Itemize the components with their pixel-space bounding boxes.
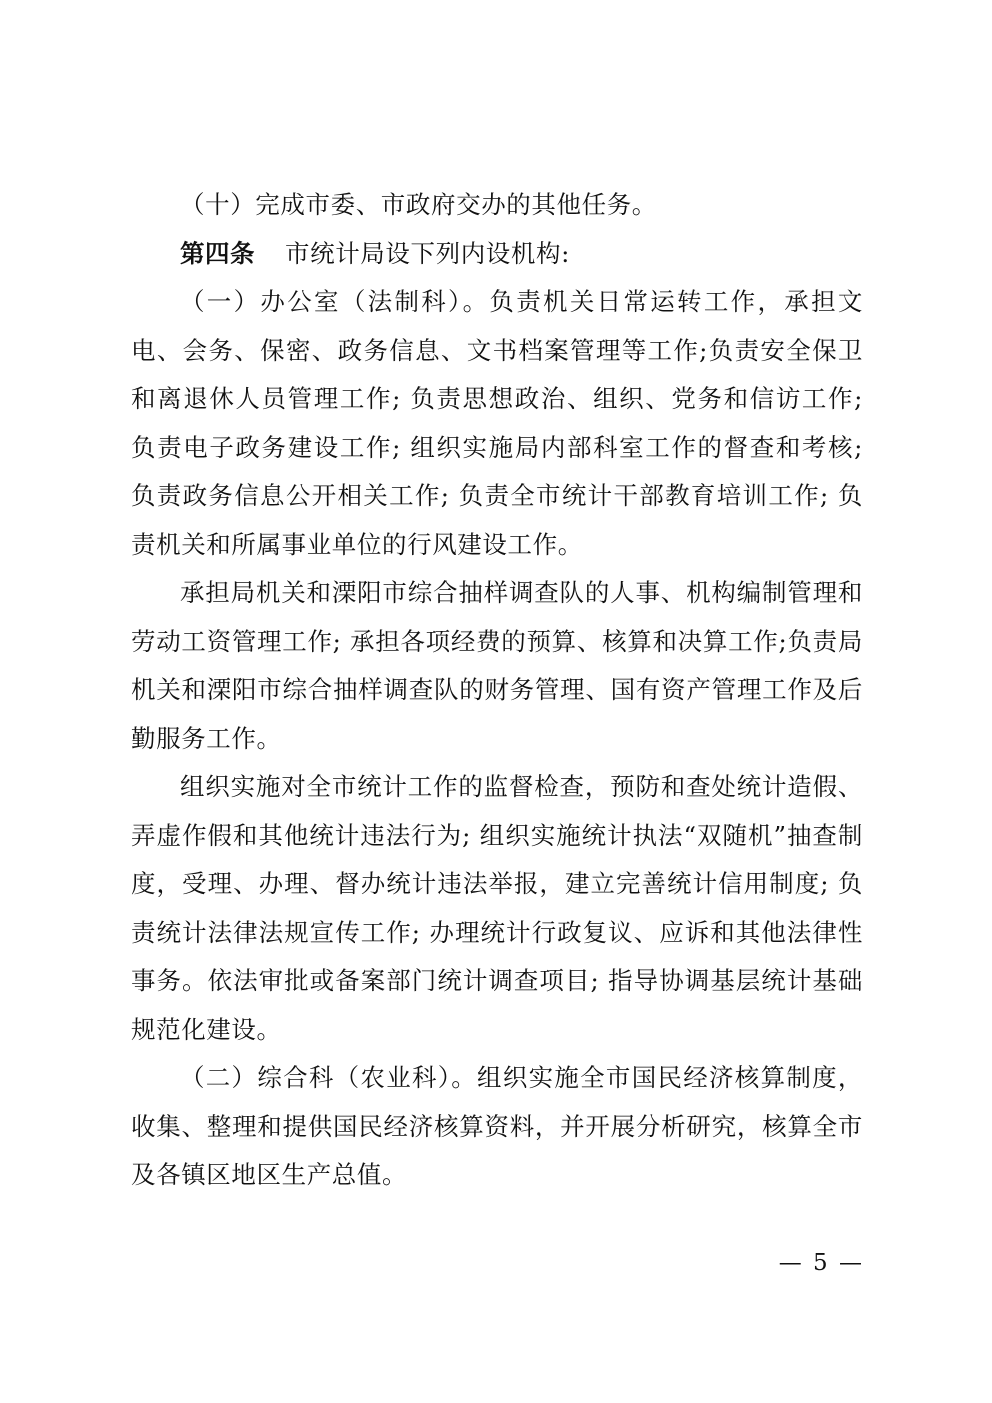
paragraph-supervision: 组织实施对全市统计工作的监督检查，预防和查处统计造假、弄虚作假和其他统计违法行为; 组织实施统计执法“双随机”抽查制度，受理、办理、督办统计违法举报，建立完善统计信用制度; 负责统计法律法规宣传工作; 办理统计行政复议、应诉和其他法律性事务。依法审批或备案部门统计调查项目; 指导协调基层统计基础规范化建设。 bbox=[131, 772, 863, 1044]
paragraph-personnel: 承担局机关和溧阳市综合抽样调查队的人事、机构编制管理和劳动工资管理工作; 承担各项经费的预算、核算和决算工作;负责局机关和溧阳市综合抽样调查队的财务管理、国有资产管理工作及后勤服务工作。 bbox=[131, 578, 863, 753]
paragraph-item-10: （十）完成市委、市政府交办的其他任务。 bbox=[180, 190, 657, 219]
article-text: 市统计局设下列内设机构: bbox=[285, 238, 570, 268]
document-body bbox=[131, 181, 863, 1200]
paragraph-office: （一）办公室（法制科）。负责机关日常运转工作，承担文电、会务、保密、政务信息、文书档案管理等工作;负责安全保卫和离退休人员管理工作; 负责思想政治、组织、党务和信访工作; 负责电子政务建设工作; 组织实施局内部科室工作的督查和考核; 负责政务信息公开相关工作; 负责全市统计干部教育培训工作; 负责机关和所属事业单位的行风建设工作。 bbox=[131, 287, 863, 559]
article-label: 第四条 bbox=[180, 238, 255, 268]
article-four-paragraph bbox=[131, 230, 863, 279]
page-number: — 5 — bbox=[778, 1250, 864, 1276]
paragraph-comprehensive-section: （二）综合科（农业科）。组织实施全市国民经济核算制度，收集、整理和提供国民经济核算资料，并开展分析研究，核算全市及各镇区地区生产总值。 bbox=[131, 1063, 863, 1189]
